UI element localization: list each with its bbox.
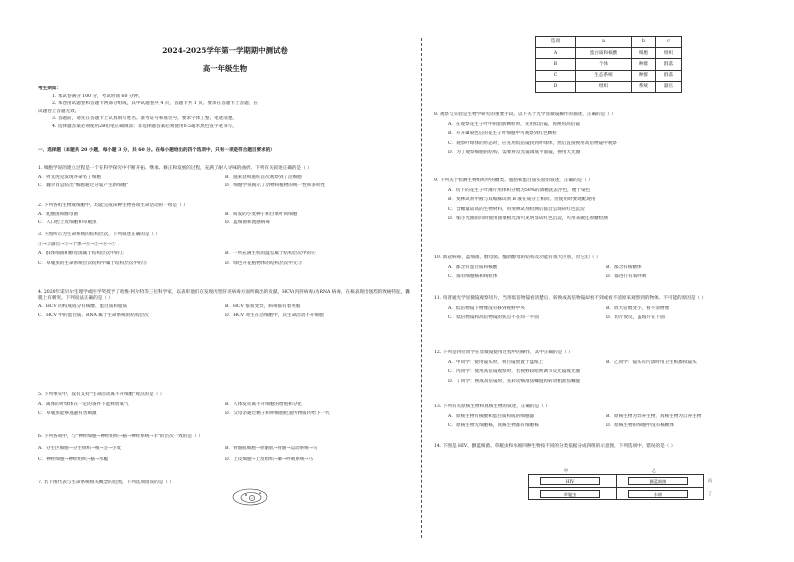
question-12: [434, 350, 764, 384]
option-d: D．切片放反，盖玻片在下面: [606, 315, 665, 320]
question-stem: 1. 细胞学说的建立过程是一个在科学探究中不断开拓、继承、修正和发展的过程，充满了耐人寻味的曲折。下列有关叙述正确的是（ ）: [38, 166, 312, 171]
question-stem: 10. 新冠病毒、蓝细菌、酵母菌、酿酒酵母的结构及功能有很大区别，但它们（ ）: [434, 255, 601, 260]
option-d: D．为了观察细胞的结构，需要将反光镜调成平面镜，换用大光圈: [448, 150, 581, 155]
table-cell: 群落: [656, 70, 682, 81]
option-a: A．切下的花生子叶薄片用体积分数为50%的酒精洗去浮色，便于染色: [448, 187, 591, 193]
venn-label-b: b: [245, 493, 248, 497]
option-d: D．上皮细胞→上皮组织→肺→呼吸系统→马: [225, 457, 313, 462]
option-c: C．神经细胞→神经组织→脑→水螅: [38, 457, 109, 462]
question-stem: 13. 下列有关原核生物和真核生物的叙述，正确的是（ ）: [434, 404, 550, 409]
box-spirogyra: 水绵: [628, 490, 688, 498]
question-stem: 14. 下图是 HIV、颤蓝细菌、草履虫和水绵四种生物按不同的分类依据分成四组的示意图，下列选项中，错误的是（ ）: [434, 444, 676, 449]
question-5: [38, 392, 412, 417]
question-9: [434, 178, 764, 222]
option-b: B．人体发育离不开细胞的增殖和分化: [225, 401, 302, 407]
venn-label-c: c: [251, 496, 253, 500]
option-c: C．含糖量较高的生物材料，用斐林试剂检测后都会呈现砖红色沉淀: [448, 206, 585, 212]
question-stem: 12. 下列是四位同学在显微镜使用过程中的操作，其中正确的是（ ）: [434, 350, 573, 355]
option-d: D．缩小光圈的同时使用甜菜根光滑可见明显砖红色沉淀，可用来做还原糖检测: [448, 216, 608, 221]
box-paramecium: 草履虫: [540, 490, 600, 498]
option-d: D．蓝细菌和流感病毒: [225, 220, 271, 225]
option-b: B．骨骼肌细胞→骨骼肌→骨骼→运动系统→马: [225, 445, 318, 451]
table-cell: A: [536, 48, 576, 59]
option-c: C．都有细胞核和线粒体: [448, 274, 498, 279]
option-d: D．绿色开花植物体的结构层次中无③: [225, 260, 303, 266]
question-stem: 6. 下列各项中，与"神经细胞→神经组织→脑→神经系统→羊"的层次一致的是（ ）: [38, 434, 203, 439]
table-header-cell: a: [576, 37, 632, 48]
diagram-hline: [528, 487, 704, 488]
notice-item: 试题卷上答题无效。: [38, 108, 80, 114]
table-cell: 群落: [656, 59, 682, 70]
option-b: B．萌发的小麦种子和白菜叶肉细胞: [225, 211, 298, 217]
table-cell: B: [536, 59, 576, 70]
table-row: [536, 48, 682, 59]
option-c: C．草履虫的生命系统层次结构中属于结构层次中的⑤: [38, 260, 148, 266]
venn-diagram: [232, 488, 268, 506]
question-stem: 2. 下列各组生物或细胞中，均能完成该种生物各项生命活动的一组是（ ）: [38, 203, 188, 208]
option-b: B．施莱登和施旺首次观察到了活细胞: [225, 174, 302, 180]
table-cell: 组织: [656, 48, 682, 59]
question-2: [38, 203, 412, 226]
option-a: A．都含有蛋白质和核酸: [448, 264, 498, 270]
question-3: [38, 232, 412, 266]
group-label-bing: 丙: [708, 478, 712, 483]
table-header-cell: b: [632, 37, 656, 48]
notice-block: [38, 86, 412, 129]
question-stem: 8. 观察与实验是生物学研究的重要手段。以下关于光学显微镜操作的描述，正确的是（ ）: [434, 112, 616, 117]
table-cell: 生态系统: [576, 70, 632, 81]
option-b: B．原核生物为异养生物，真核生物为自养生物: [606, 413, 702, 419]
options-table-q7: [535, 36, 682, 93]
option-c: C．草履虫能够逃避有害刺激: [38, 411, 97, 416]
option-c: C．魏尔肖总结出"细胞通过分裂产生新细胞": [38, 183, 129, 188]
question-stem: 5. 下列事实中，没有支持"生命活动离不开细胞"观点的是（ ）: [38, 392, 165, 397]
option-a: A．离体的叶绿体在一定的条件下能释放氧气: [38, 401, 129, 407]
table-row: [536, 81, 682, 92]
table-row: [536, 70, 682, 81]
exam-subtitle: 高一年级生物: [202, 64, 248, 73]
notice-item: 4. 选择题答案必须使用2B铅笔正确填涂；非选择题答案必须使用0.5毫米黑色签字笔书写。: [52, 123, 237, 129]
question-stem: 3. 下图所示为生命系统的结构层次，下列叙述正确的是（ ）: [38, 232, 161, 237]
option-a: A．乳酸菌和酵母菌: [38, 211, 79, 217]
question-10: [434, 255, 764, 280]
venn-label-a: a: [259, 491, 262, 495]
option-d: D．HCV 寄生在活细胞中，其生命活动不开细胞: [225, 312, 324, 318]
table-cell: 种群: [632, 59, 656, 70]
table-cell: 蛋白质和核酸: [576, 48, 632, 59]
table-cell: 器官: [656, 81, 682, 92]
option-a: A．列文虎克发现并命名了细胞: [38, 174, 102, 180]
table-cell: 组织: [576, 81, 632, 92]
option-b: B．开开Ⅲ染色后的花生子叶细胞中可观察到红色颗粒: [448, 131, 557, 136]
option-a: A．低倍物镜下物像没有移到视野中央: [448, 305, 525, 311]
question-stem: 7. 若下图代表与生命系统相关概念的范围，下列选项错误的是（ ）: [38, 480, 174, 485]
table-cell: 种群: [632, 70, 656, 81]
box-hiv: HIV: [540, 477, 600, 485]
notice-heading: 考生须知：: [38, 86, 61, 91]
option-d: D．原核生物的细胞中没有核糖体: [606, 423, 674, 428]
option-c: C．人口腔上皮细胞和草履虫: [38, 220, 97, 225]
option-b: B．乙同学：镜头有污渍时用卫生纸擦拭镜头: [606, 359, 697, 365]
option-c: C．低倍物镜和高倍物镜的焦点不在同一平面: [448, 315, 539, 320]
classification-diagram: [528, 468, 718, 502]
question-8: [434, 112, 764, 156]
box-cyanobacteria: 颤蓝细菌: [628, 477, 688, 485]
question-6: [38, 434, 412, 463]
question-11: [434, 296, 764, 321]
question-4: [38, 290, 412, 318]
table-cell: 系统: [632, 81, 656, 92]
option-b: B．HCV 很易变异，病毒都有着荚膜: [225, 304, 301, 309]
option-a: A．甲同学：使用镜头时，将目镜放置于盘纸上: [448, 359, 544, 365]
section-heading: 一、选择题（本题共 20 小题，每小题 3 分，共 60 分。在每小题给出的四个选项中，只有一项是符合题目要求的）: [38, 148, 275, 153]
question-1: [38, 166, 412, 189]
table-cell: C: [536, 70, 576, 81]
question-13: [434, 404, 764, 429]
option-b: B．一所充满生机的温室属于结构层次中的⑥: [225, 251, 316, 256]
table-row: [536, 59, 682, 70]
table-cell: 细胞: [632, 48, 656, 59]
option-a: A．群体细菌和酵母菌属于结构层次中的①: [38, 251, 125, 256]
group-label-ding: 丁: [708, 491, 712, 496]
option-b: B．斐林试剂甲液与双缩脲试剂 B 液在成分上相同，但使用时要现配现用: [448, 197, 596, 202]
notice-item: 1. 本试卷满分 100 分，考试时间 60 分钟。: [52, 93, 143, 99]
question-stem: 11. 用普通光学显微镜观察切片，当用低倍物镜看清楚后，转换成高倍物镜却看不到或看不清原来观察到的物体。不可能的原因是（ ）: [434, 296, 707, 301]
option-c: C．HCV 中的蛋白质、RNA 属于生命系统的结构层次: [38, 312, 149, 318]
table-cell: 个体: [576, 59, 632, 70]
group-label-yi: 乙: [652, 468, 656, 473]
option-d: D．都进行有氧呼吸: [606, 274, 647, 279]
question-14: [434, 444, 764, 450]
column-divider: [421, 38, 422, 538]
option-a: A．原核生物有核酸和蛋白质构成的细胞器: [448, 413, 535, 419]
notice-item: 2. 本卷由试题卷和答题卡两部分组成，其中试题卷共 4 页，答题卡共 1 页。要求在答题卡上答题，在: [52, 101, 258, 106]
table-header-row: [536, 37, 682, 48]
option-a: A．分生区细胞→分生组织→根→茎→小麦: [38, 445, 122, 451]
question-7: [38, 480, 412, 486]
table-header-cell: 选项: [536, 37, 576, 48]
group-label-jia: 甲: [564, 468, 568, 473]
question-stem: 4. 2020年诺贝尔生理学或医学奖授予了哈维·阿尔特等三位科学家，以表彰他们在发现丙型肝炎病毒方面所做出的贡献。HCV(丙肝病毒)为RNA 病毒，在核表现出强烈的致癌特征，囊膜上有刺突。下列说法正确的是（ ）: [38, 290, 410, 301]
option-b: B．都含有核糖体: [606, 264, 642, 270]
option-d: D．细胞学说揭示了动物和植物的统一性和多样性: [225, 183, 326, 188]
hierarchy-chain: ①→②器官→③→个体→④→⑤→⑥→⑦: [38, 241, 116, 247]
option-b: B．放大倍数变小，看不清物像: [606, 305, 670, 311]
option-d: D．父母亲通过精子和卵细胞把遗传物质传给下一代: [225, 411, 330, 416]
question-stem: 9. 下列关于检测生物组织中的糖类、脂肪和蛋白质实验的叙述，正确的是（ ）: [434, 178, 593, 183]
table-header-cell: c: [656, 37, 682, 48]
option-a: A．HCV 的构成成分有核酸、蛋白质和脂质: [38, 304, 128, 309]
option-c: C．观察叶绿体的形态时，应先用低倍镜找到叶绿体，然后直接换用高倍物镜中观察: [448, 140, 617, 146]
exam-title: 2024-2025学年第一学期期中测试卷: [162, 46, 288, 55]
option-d: D．丁同学：换成高倍镜时，先转动细准焦螺旋再转动粗准焦螺旋: [448, 378, 581, 384]
option-c: C．原核生物无细胞核，真核生物都有细胞核: [448, 423, 539, 428]
table-cell: D: [536, 81, 576, 92]
option-c: C．丙同学：使用高倍镜观察时，若视野较暗则调节反光镜或光圈: [448, 369, 581, 374]
option-a: A．在观察花生子叶中的脂肪颗粒时，先用低倍镜，再换用高倍镜: [448, 121, 580, 127]
notice-item: 3. 答题前，请先在答题卡上认真填写姓名、准考证号和座位号，要求字体工整、笔迹清楚。: [52, 116, 238, 121]
